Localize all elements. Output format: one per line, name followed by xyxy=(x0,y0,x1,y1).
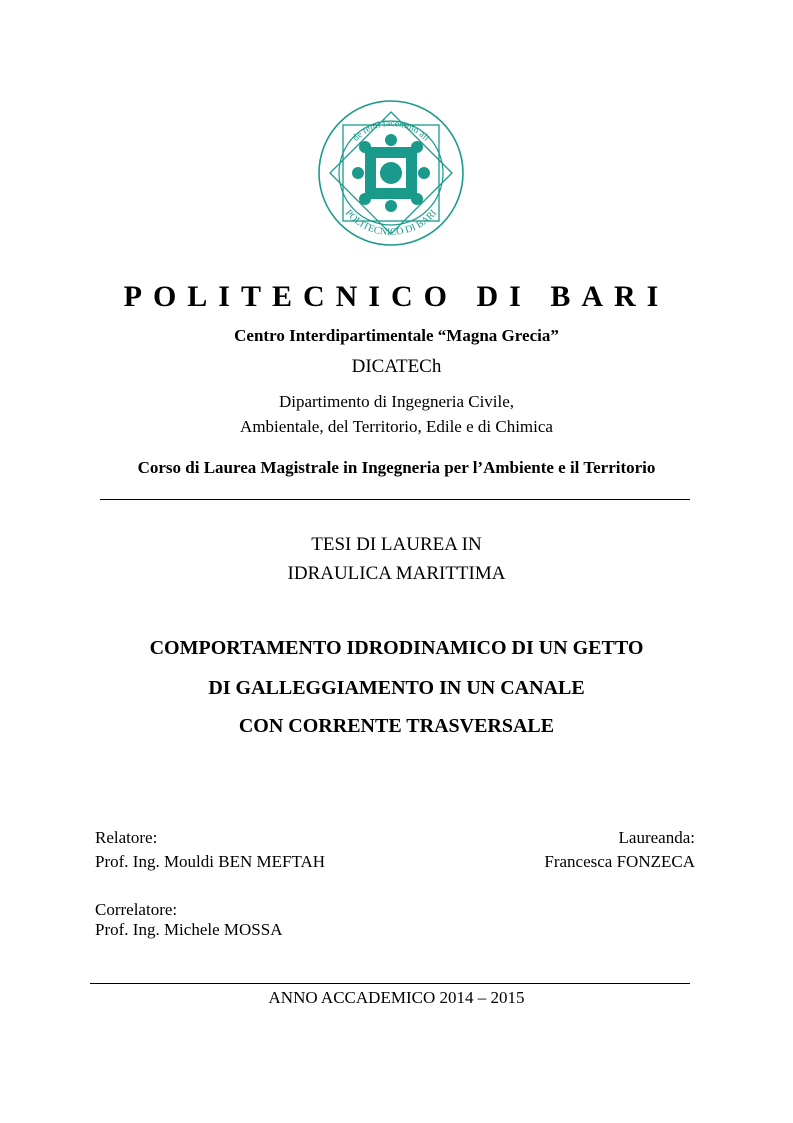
course-name: Corso di Laurea Magistrale in Ingegneria per l’Ambiente e il Territorio xyxy=(137,458,656,477)
thesis-type-line1: TESI DI LAUREA IN xyxy=(311,534,482,555)
svg-text:de remi facemmo ali: de remi facemmo ali xyxy=(351,118,431,144)
correlatore-label: Correlatore: xyxy=(95,900,178,919)
university-seal-logo xyxy=(316,98,466,248)
department-acronym: DICATECh xyxy=(351,356,442,377)
thesis-title-line1: COMPORTAMENTO IDRODINAMICO DI UN GETTO xyxy=(149,637,644,659)
laureanda-label: Laureanda: xyxy=(618,828,695,847)
correlatore-name: Prof. Ing. Michele MOSSA xyxy=(95,920,283,939)
thesis-title-line2: DI GALLEGGIAMENTO IN UN CANALE xyxy=(208,677,585,699)
university-name: POLITECNICO DI BARI xyxy=(123,280,670,313)
divider-bottom xyxy=(90,983,690,984)
divider-top xyxy=(100,499,690,500)
svg-text:POLITECNICO DI BARI: POLITECNICO DI BARI xyxy=(342,207,440,239)
centro-name: Centro Interdipartimentale “Magna Grecia” xyxy=(234,326,559,345)
department-name-line1: Dipartimento di Ingegneria Civile, xyxy=(278,392,515,411)
laureanda-name: Francesca FONZECA xyxy=(544,852,695,871)
department-name-line2: Ambientale, del Territorio, Edile e di Chimica xyxy=(240,417,553,436)
academic-year: ANNO ACCADEMICO 2014 – 2015 xyxy=(268,988,525,1007)
svg-text:1990: 1990 xyxy=(384,190,398,198)
thesis-type-line2: IDRAULICA MARITTIMA xyxy=(287,563,506,584)
thesis-title-line3: CON CORRENTE TRASVERSALE xyxy=(238,715,555,737)
relatore-label: Relatore: xyxy=(95,828,158,847)
relatore-name: Prof. Ing. Mouldi BEN MEFTAH xyxy=(95,852,326,871)
